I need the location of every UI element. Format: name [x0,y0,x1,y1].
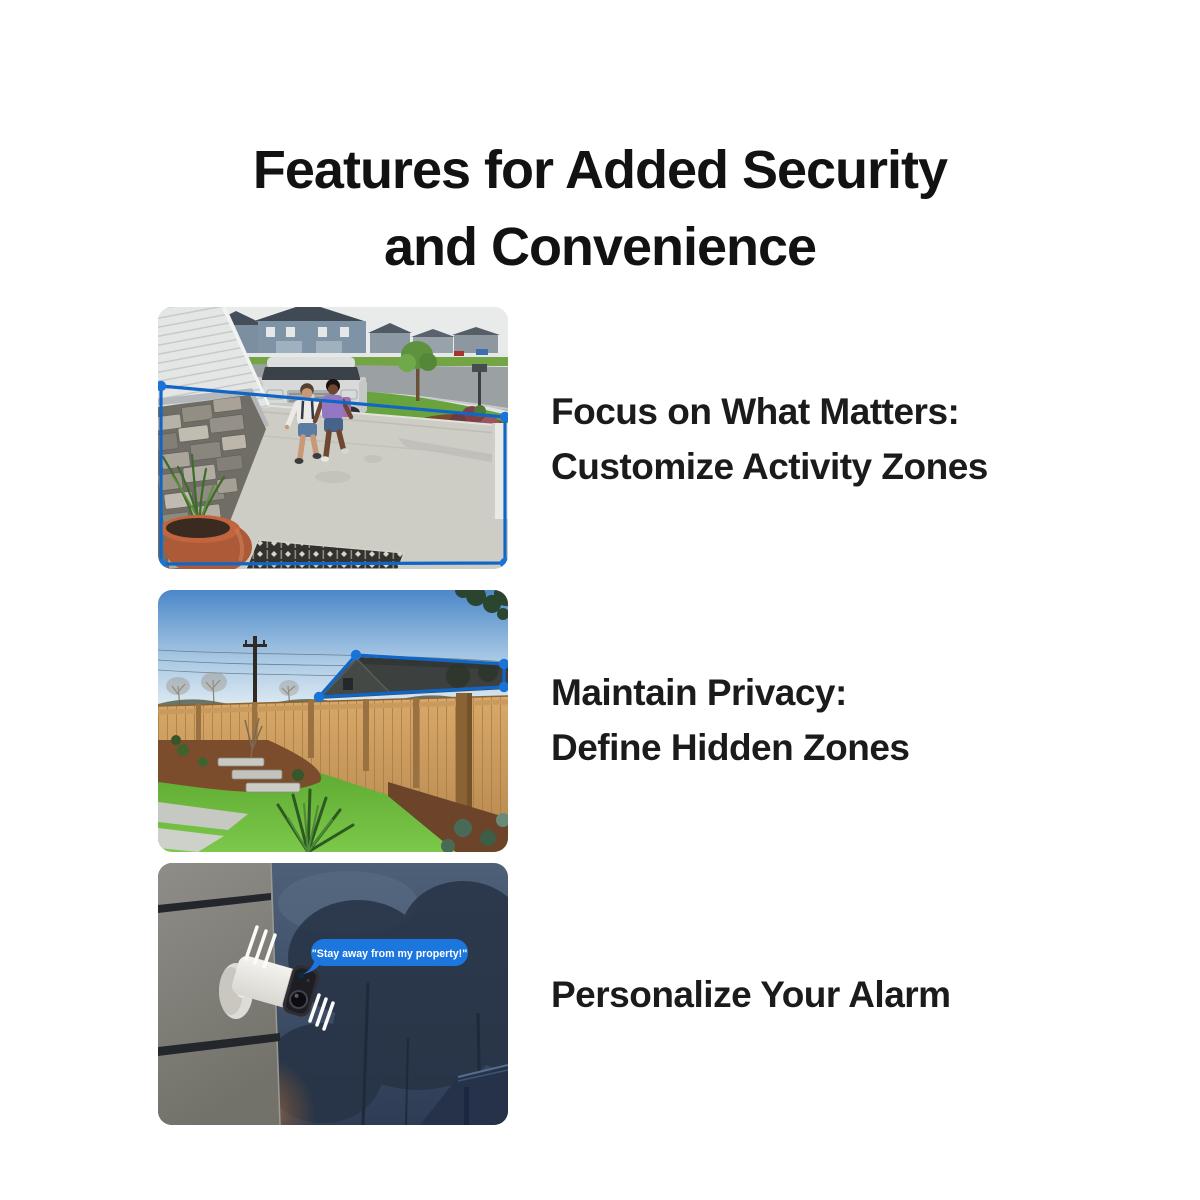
night-camera-scene [158,863,508,1125]
page-title-line1: Features for Added Security [252,140,948,200]
caption-line: Define Hidden Zones [551,727,910,768]
page-title [0,132,1200,286]
caption-personalized-alarm [551,967,951,1022]
red-car [454,351,464,356]
caption-hidden-zones [551,665,909,775]
caption-line: Maintain Privacy: [551,672,847,713]
caption-line: Customize Activity Zones [551,446,988,487]
blue-truck [476,349,488,355]
page-title-line2: and Convenience [383,217,817,277]
caption-activity-zones [551,384,988,494]
activity-zones-photo [158,307,508,569]
backyard-scene [158,590,508,852]
hidden-zones-photo [158,590,508,852]
porch-scene [158,307,508,569]
personalized-alarm-photo [158,863,508,1125]
speech-bubble-text: "Stay away from my property!" [311,948,468,960]
caption-line: Personalize Your Alarm [551,974,951,1015]
caption-line: Focus on What Matters: [551,391,960,432]
